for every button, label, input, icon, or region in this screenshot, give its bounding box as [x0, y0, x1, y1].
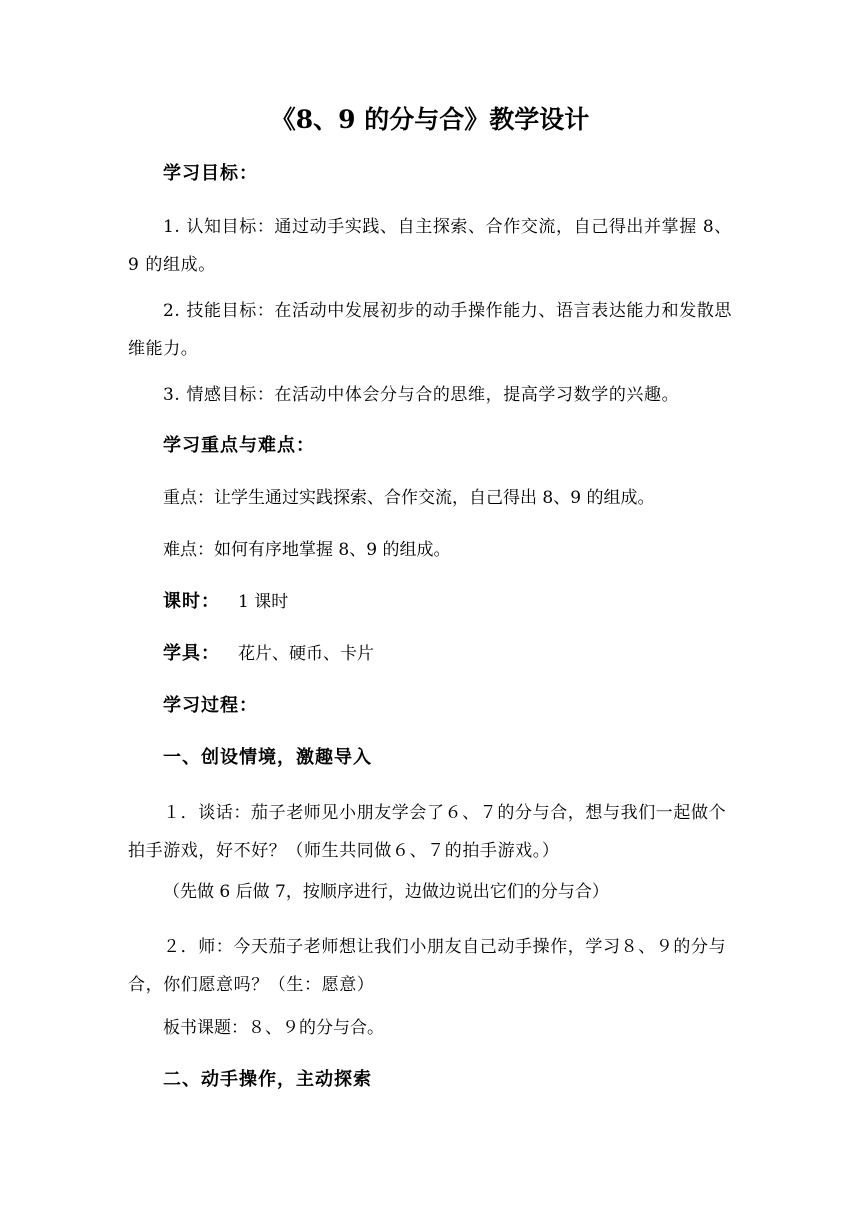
objective-2: 2. 技能目标：在活动中发展初步的动手操作能力、语言表达能力和发散思维能力。	[128, 301, 733, 359]
tools-row	[163, 640, 738, 668]
objective-3: 3. 情感目标：在活动中体会分与合的思维，提高学习数学的兴趣。	[163, 385, 680, 405]
section1-item-4: 板书课题：８、９的分与合。	[163, 1018, 384, 1038]
section1-item-1: １．谈话：茄子老师见小朋友学会了６、７的分与合，想与我们一起做个拍手游戏，好不好？（师生共同做６、７的拍手游戏。）	[128, 803, 727, 861]
class-hours-row	[163, 588, 738, 616]
process-heading: 学习过程：	[163, 695, 258, 716]
objective-1: 1. 认知目标：通过动手实践、自主探索、合作交流，自己得出并掌握 8、9 的组成。	[128, 217, 732, 275]
section1-heading: 一、创设情境，激趣导入	[163, 747, 372, 768]
class-hours-label: 课时：	[163, 591, 220, 612]
difficult-point: 难点：如何有序地掌握 8、9 的组成。	[163, 540, 451, 560]
key-point: 重点：让学生通过实践探索、合作交流，自己得出 8、9 的组成。	[163, 488, 655, 508]
section1-item-2: （先做 6 后做 7，按顺序进行，边做边说出它们的分与合）	[163, 882, 609, 902]
section1-item-3: ２．师：今天茄子老师想让我们小朋友自己动手操作，学习８、９的分与合，你们愿意吗？（生：愿意）	[128, 937, 727, 995]
section2-heading: 二、动手操作，主动探索	[163, 1069, 372, 1090]
document-title: 《8、9 的分与合》教学设计	[270, 105, 590, 134]
key-points-heading: 学习重点与难点：	[163, 435, 315, 456]
class-hours-value: 1 课时	[238, 592, 289, 612]
tools-label: 学具：	[163, 643, 220, 664]
tools-value: 花片、硬币、卡片	[238, 644, 374, 664]
objectives-heading: 学习目标：	[163, 163, 258, 184]
